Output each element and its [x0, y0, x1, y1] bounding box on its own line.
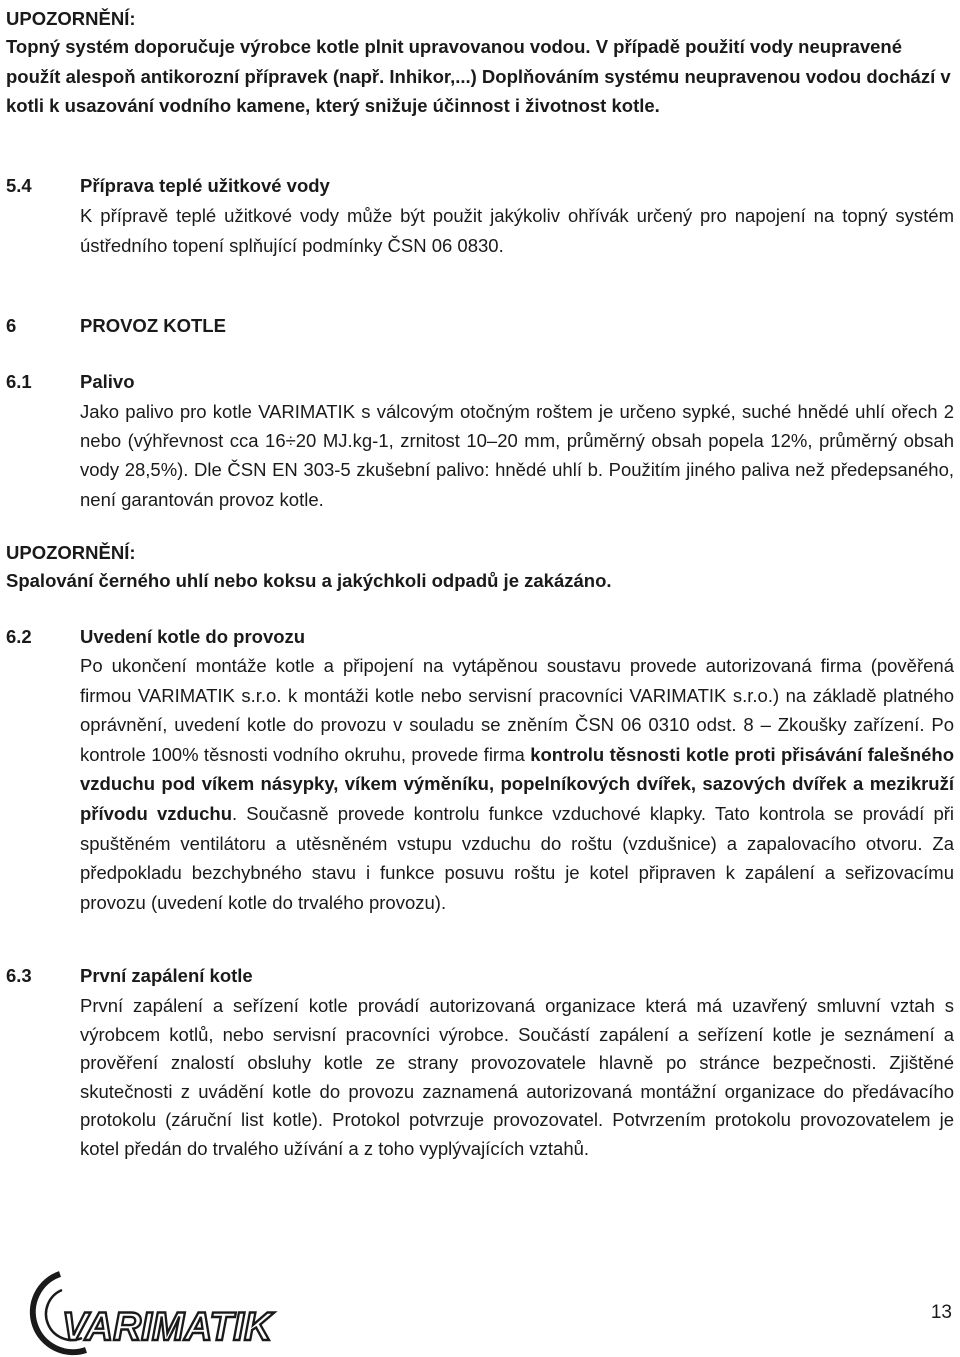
section-6-2-text [80, 651, 954, 917]
warning-text: Spalování černého uhlí nebo koksu a jakýchkoli odpadů je zakázáno. [6, 570, 612, 591]
chapter-number: 6 [6, 315, 17, 336]
section-title: Příprava teplé užitkové vody [80, 175, 330, 196]
chapter-6-heading [6, 313, 226, 339]
page-number: 13 [930, 1302, 952, 1323]
warning-block-1 [6, 6, 954, 121]
section-number: 6.3 [6, 965, 32, 986]
section-number: 6.1 [6, 371, 32, 392]
warning-text: Topný systém doporučuje výrobce kotle plnit upravovanou vodou. V případě použití vody neupravené použít alespoň antikorozní přípravek (např. Inhikor,...) Doplňováním systému neupravenou vodou dochází v kotli k usazování vodního kamene, který snižuje účinnost i životnost kotle. [6, 36, 951, 116]
logo-wordmark: VARIMATIK [62, 1305, 276, 1349]
section-title: První zapálení kotle [80, 965, 253, 986]
text-part: Po ukončení montáže kotle a připojení na vytápěnou soustavu provede autorizovaná firma (pověřená firmou VARIMATIK s.r.o. k montáži kotle nebo servisní pracovníci VARIMATIK s.r.o.) na základě platného oprávnění, uvedení kotle do provozu v souladu se zněním ČSN 06 0310 odst. 8 – Zkoušky zařízení. Po kontrole 100% těsnosti vodního okruhu, provede firma [80, 655, 954, 765]
section-5-4-heading [6, 173, 330, 199]
section-title: Palivo [80, 371, 135, 392]
section-6-1-heading [6, 369, 135, 395]
section-number: 5.4 [6, 175, 32, 196]
warning-title: UPOZORNĚNÍ: [6, 8, 136, 29]
section-6-2-heading [6, 624, 305, 650]
warning-block-2 [6, 540, 954, 596]
section-5-4-text: K přípravě teplé užitkové vody může být použit jakýkoliv ohřívák určený pro napojení na topný systém ústředního topení splňující podmínky ČSN 06 0830. [80, 205, 954, 256]
section-title: Uvedení kotle do provozu [80, 626, 306, 647]
chapter-title: PROVOZ KOTLE [80, 315, 226, 336]
section-6-3-text: První zapálení a seřízení kotle provádí autorizovaná organizace která má uzavřený smluvní vztah s výrobcem kotlů, nebo servisní pracovníci výrobce. Součástí zapálení a seřízení kotle je seznámení a prověření znalostí obsluhy kotle ze strany provozovatele hlavně po stránce bezpečnosti. Zjištěné skutečnosti z uvádění kotle do provozu zaznamená autorizovaná montážní organizace do předávacího protokolu (záruční list kotle). Protokol potvrzuje provozovatel. Potvrzením protokolu provozovatelem je kotel předán do trvalého užívání a z toho vyplývajících vztahů. [80, 995, 954, 1159]
section-6-3-heading [6, 963, 253, 989]
text-part: . Současně provede kontrolu funkce vzduchové klapky. Tato kontrola se provádí při spuštěném ventilátoru a utěsněném vstupu vzduchu do roštu (vzdušnice) a zapalovacího otvoru. Za předpokladu bezchybného stavu i funkce posuvu roštu je kotel připraven k zapálení a seřizovacímu provozu (uvedení kotle do trvalého provozu). [80, 802, 954, 913]
varimatik-logo [2, 1262, 292, 1357]
warning-title: UPOZORNĚNÍ: [6, 542, 136, 563]
emphasized-text: kontrolu těsnosti kotle proti přisávání falešného vzduchu pod víkem násypky, víkem výměníku, popelníkových dvířek, sazových dvířek a mezikruží přívodu vzduchu [80, 743, 954, 824]
section-number: 6.2 [6, 626, 32, 647]
section-6-1-text: Jako palivo pro kotle VARIMATIK s válcovým otočným roštem je určeno sypké, suché hnědé uhlí ořech 2 nebo (výhřevnost cca 16÷20 MJ.kg-1, zrnitost 10–20 mm, průměrný obsah popela 12%, průměrný obsah vody 28,5%). Dle ČSN EN 303-5 zkušební palivo: hnědé uhlí b. Použitím jiného paliva než předepsaného, není garantován provoz kotle. [80, 401, 954, 510]
